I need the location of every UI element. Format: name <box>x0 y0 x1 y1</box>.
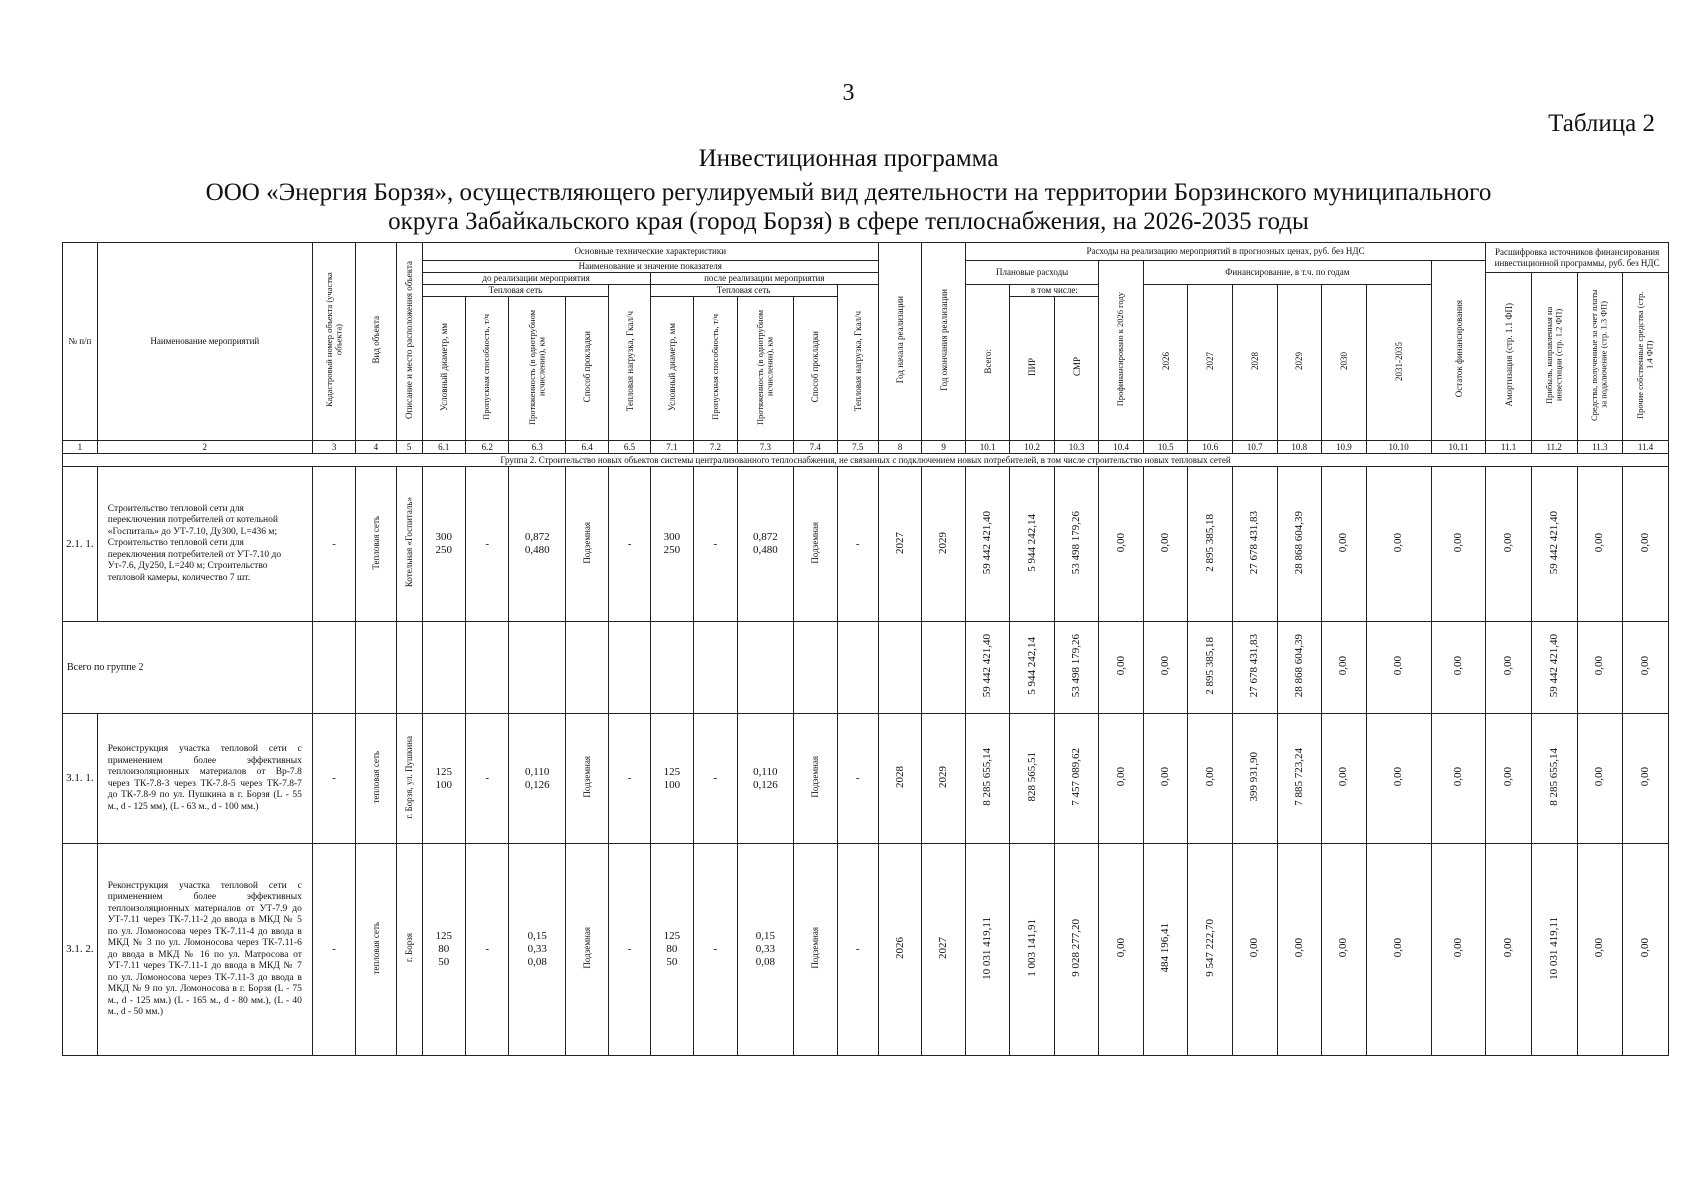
year-2030-cell: 0,00 <box>1337 767 1350 787</box>
header-laying-after: Способ прокладки <box>810 331 821 403</box>
header-src3: Средства, полученные за счет платы за подключение (стр. 1.3 ФП) <box>1589 289 1609 421</box>
src2-cell: 59 442 421,40 <box>1547 634 1560 698</box>
header-before: до реализации мероприятия <box>422 273 650 285</box>
src1-cell: 0,00 <box>1502 656 1515 676</box>
col-number: 6.4 <box>565 441 608 454</box>
pir-cell: 5 944 242,14 <box>1025 513 1038 572</box>
header-length-before: Протяженность (в однотрубном исчислении), км <box>526 309 547 425</box>
src2-cell: 10 031 419,11 <box>1547 916 1560 980</box>
col-number: 7.2 <box>694 441 737 454</box>
header-sources: Расшифровка источников финансирования инвестиционной программы, руб. без НДС <box>1486 243 1669 273</box>
col-number: 6.5 <box>609 441 650 454</box>
src1-cell: 0,00 <box>1502 532 1515 553</box>
page-number: 3 <box>842 80 855 106</box>
header-capacity-before: Пропускная способность, т/ч <box>481 314 492 420</box>
document-subtitle-line2: округа Забайкальского края (город Борзя) в сфере теплоснабжения, на 2026-2035 годы <box>388 208 1309 235</box>
capacity-after-cell: - <box>694 844 737 1056</box>
capacity-after-cell: - <box>694 467 737 622</box>
year-2028-cell: 27 678 431,83 <box>1248 634 1261 698</box>
year-2026-cell: 0,00 <box>1159 767 1172 787</box>
prefinanced-cell: 0,00 <box>1114 656 1127 676</box>
year-start-cell: 2026 <box>893 937 906 959</box>
col-number: 10.1 <box>965 441 1010 454</box>
load-before-cell: - <box>609 844 650 1056</box>
header-indicator: Наименование и значение показателя <box>422 261 878 273</box>
smr-cell: 53 498 179,26 <box>1070 634 1083 698</box>
capacity-before-cell: - <box>466 714 509 844</box>
load-before-cell: - <box>609 467 650 622</box>
total-cell: 59 442 421,40 <box>981 510 994 575</box>
row-number: 3.1. 1. <box>63 714 98 844</box>
document-subtitle-line1: ООО «Энергия Борзя», осуществляющего регулируемый вид деятельности на территории Борзинского муниципального <box>205 179 1492 206</box>
col-number: 4 <box>356 441 396 454</box>
header-cadastral: Кадастровый номер объекта (участка объекта) <box>323 272 344 408</box>
header-heat-net-before: Тепловая сеть <box>422 285 609 297</box>
header-diameter-before: Условный диаметр, мм <box>438 323 449 411</box>
year-2030-cell: 0,00 <box>1337 938 1350 958</box>
table-row <box>63 844 1669 1056</box>
header-prefinanced: Профинансировано к 2026 году <box>1115 291 1126 407</box>
year-start-cell: 2028 <box>893 766 906 788</box>
col-number: 10.9 <box>1322 441 1367 454</box>
col-number: 7.1 <box>650 441 693 454</box>
header-total: Всего: <box>982 348 993 374</box>
header-num: № п/п <box>63 243 98 441</box>
row-name: Реконструкция участка тепловой сети с применением более эффективных теплоизоляционных материалов от Вр-7.8 через ТК-7.8-3 через ТК-7.8-5 через ТК-7.8-7 до ТК-7.8-9 по ул. Пушкина в г. Борзя (L - 55 м., d - 125 мм), (L - 63 м., d - 100 мм.) <box>97 714 312 844</box>
year-2028-cell: 27 678 431,83 <box>1248 510 1261 575</box>
diameter-before-cell: 125 100 <box>422 714 465 844</box>
remainder-cell: 0,00 <box>1452 532 1464 553</box>
col-number: 10.11 <box>1431 441 1485 454</box>
src2-cell: 8 285 655,14 <box>1547 748 1560 806</box>
diameter-after-cell: 300 250 <box>650 467 693 622</box>
row-name: Строительство тепловой сети для переключения потребителей от котельной «Госпиталь» до УТ-7.10, Ду300, L=436 м; Строительство тепловой сети для переключения потребителей от УТ-7.10 до Ут-7.6, Ду250, L=240 м; Строительство тепловой камеры, количество 7 шт. <box>97 467 312 622</box>
header-load-before: Тепловая нагрузка, Гкал/ч <box>624 310 635 412</box>
src1-cell: 0,00 <box>1502 767 1515 787</box>
laying-before-cell: Подземная <box>582 521 593 564</box>
col-number: 7.5 <box>837 441 878 454</box>
table-label: Таблица 2 <box>1548 110 1655 137</box>
laying-after-cell: Подземная <box>810 927 821 969</box>
col-number: 10.2 <box>1010 441 1055 454</box>
diameter-before-cell: 300 250 <box>422 467 465 622</box>
investment-table <box>62 242 1669 1056</box>
year-2028-cell: 0,00 <box>1248 938 1261 958</box>
laying-after-cell: Подземная <box>810 756 821 798</box>
header-location: Описание и место расположения объекта <box>404 260 415 419</box>
header-tech: Основные технические характеристики <box>422 243 878 261</box>
year-2027-cell: 9 547 222,70 <box>1203 919 1216 977</box>
header-load-after: Тепловая нагрузка, Гкал/ч <box>852 310 863 412</box>
header-src1: Амортизация (стр. 1.1 ФП) <box>1503 303 1514 407</box>
year-2030-cell: 0,00 <box>1337 532 1350 553</box>
object-type-cell: тепловая сеть <box>370 921 381 975</box>
length-before-cell: 0,872 0,480 <box>509 467 565 622</box>
object-type-cell: тепловая сеть <box>370 750 381 804</box>
year-2029-cell: 28 868 604,39 <box>1292 510 1305 575</box>
col-number: 1 <box>63 441 98 454</box>
header-name: Наименование мероприятий <box>97 243 312 441</box>
header-year-2027: 2027 <box>1205 352 1216 370</box>
header-year-start: Год начала реализации <box>895 296 906 384</box>
year-2027-cell: 2 895 385,18 <box>1203 513 1216 572</box>
year-2027-cell: 0,00 <box>1203 767 1216 787</box>
col-number: 10.8 <box>1277 441 1322 454</box>
col-number: 10.3 <box>1054 441 1099 454</box>
header-remainder: Остаток финансирования <box>1453 300 1464 398</box>
capacity-before-cell: - <box>466 467 509 622</box>
header-year-2031-2035: 2031-2035 <box>1393 341 1404 381</box>
laying-after-cell: Подземная <box>810 521 821 564</box>
capacity-before-cell: - <box>466 844 509 1056</box>
year-start-cell: 2027 <box>893 531 906 554</box>
year-2029-cell: 7 885 723,24 <box>1292 748 1305 806</box>
laying-before-cell: Подземная <box>582 927 593 969</box>
header-smr: СМР <box>1071 357 1082 377</box>
year-2031-2035-cell: 0,00 <box>1392 532 1405 553</box>
header-src4: Прочие собственные средства (стр. 1.4 ФП) <box>1635 291 1655 419</box>
length-after-cell: 0,872 0,480 <box>737 467 793 622</box>
length-after-cell: 0,110 0,126 <box>737 714 793 844</box>
header-costs: Расходы на реализацию мероприятий в прогнозных ценах, руб. без НДС <box>965 243 1485 261</box>
header-src2: Прибыль, направленная на инвестиции (стр. 1.2 ФП) <box>1543 306 1564 404</box>
src4-cell: 0,00 <box>1639 656 1652 676</box>
col-number: 5 <box>396 441 422 454</box>
col-number: 8 <box>878 441 921 454</box>
col-number: 9 <box>922 441 965 454</box>
col-number: 11.3 <box>1577 441 1623 454</box>
header-year-2026: 2026 <box>1160 352 1171 370</box>
diameter-before-cell: 125 80 50 <box>422 844 465 1056</box>
row-number: 2.1. 1. <box>63 467 98 622</box>
header-year-2028: 2028 <box>1249 352 1260 370</box>
header-object-type: Вид объекта <box>370 316 381 364</box>
diameter-after-cell: 125 80 50 <box>650 844 693 1056</box>
load-after-cell: - <box>837 467 878 622</box>
location-cell: г. Борзя, ул. Пушкина <box>404 735 415 819</box>
year-2026-cell: 484 196,41 <box>1159 923 1172 973</box>
object-type-cell: Тепловая сеть <box>370 515 381 570</box>
remainder-cell: 0,00 <box>1452 656 1464 676</box>
smr-cell: 53 498 179,26 <box>1070 510 1083 575</box>
row-name: Реконструкция участка тепловой сети с применением более эффективных теплоизоляционных материалов от УТ-7.9 до УТ-7.11 через ТК-7.11-2 до ввода в МКД № 5 по ул. Ломоносова через ТК-7.11-4 до ввода в МКД № 3 по ул. Ломоносова через ТК-7.11-6 до ввода в МКД № 16 по ул. Матросова от УТ-7.11 через ТК-7.11-1 до ввода в МКД № 7 по ул. Ломоносова через ТК-7.11-3 до ввода в МКД № 9 по ул. Ломоносова в г. Борзя (L - 75 м., d - 125 мм.) (L - 165 м., d - 80 мм.), (L - 40 м., d - 50 мм.) <box>97 844 312 1056</box>
col-number: 11.1 <box>1486 441 1532 454</box>
header-year-end: Год окончания реализации <box>938 289 949 391</box>
header-laying-before: Способ прокладки <box>582 331 593 403</box>
header-heat-net-after: Тепловая сеть <box>650 285 837 297</box>
group-2-title: Группа 2. Строительство новых объектов системы централизованного теплоснабжения, не связанных с подключением новых потребителей, в том числе строительство новых тепловых сетей <box>63 454 1669 467</box>
year-2031-2035-cell: 0,00 <box>1392 656 1405 676</box>
length-after-cell: 0,15 0,33 0,08 <box>737 844 793 1056</box>
header-year-2029: 2029 <box>1294 352 1305 370</box>
year-2026-cell: 0,00 <box>1159 532 1172 553</box>
header-after: после реализации мероприятия <box>650 273 878 285</box>
load-after-cell: - <box>837 714 878 844</box>
cadastral-cell: - <box>312 844 355 1056</box>
col-number: 10.4 <box>1099 441 1144 454</box>
table-row <box>63 467 1669 622</box>
src3-cell: 0,00 <box>1593 656 1606 676</box>
row-number: 3.1. 2. <box>63 844 98 1056</box>
col-number: 2 <box>97 441 312 454</box>
col-number: 11.2 <box>1531 441 1577 454</box>
smr-cell: 7 457 089,62 <box>1070 748 1083 806</box>
col-number: 6.2 <box>466 441 509 454</box>
year-2028-cell: 399 931,90 <box>1248 752 1261 802</box>
col-number: 10.5 <box>1143 441 1188 454</box>
location-cell: г. Борзя <box>404 933 415 963</box>
src1-cell: 0,00 <box>1502 938 1515 958</box>
load-after-cell: - <box>837 844 878 1056</box>
src4-cell: 0,00 <box>1639 532 1652 553</box>
src3-cell: 0,00 <box>1593 532 1606 553</box>
pir-cell: 828 565,51 <box>1025 752 1038 802</box>
col-number: 6.3 <box>509 441 565 454</box>
col-number: 11.4 <box>1623 441 1669 454</box>
smr-cell: 9 028 277,20 <box>1070 919 1083 977</box>
header-incl: в том числе: <box>1010 285 1099 297</box>
cadastral-cell: - <box>312 714 355 844</box>
location-cell: Котельная «Госпиталь» <box>404 497 415 588</box>
total-cell: 8 285 655,14 <box>981 748 994 806</box>
col-number: 10.10 <box>1366 441 1431 454</box>
prefinanced-cell: 0,00 <box>1114 532 1127 553</box>
group-total-row <box>63 622 1669 714</box>
year-end-cell: 2027 <box>937 937 950 959</box>
year-2031-2035-cell: 0,00 <box>1392 938 1405 958</box>
src4-cell: 0,00 <box>1639 938 1652 958</box>
total-cell: 59 442 421,40 <box>981 634 994 698</box>
cadastral-cell: - <box>312 467 355 622</box>
col-number: 10.7 <box>1233 441 1278 454</box>
header-capacity-after: Пропускная способность, т/ч <box>709 314 720 420</box>
year-2027-cell: 2 895 385,18 <box>1203 637 1216 695</box>
group-total-label: Всего по группе 2 <box>63 622 313 714</box>
diameter-after-cell: 125 100 <box>650 714 693 844</box>
remainder-cell: 0,00 <box>1452 938 1464 958</box>
col-number: 7.3 <box>737 441 793 454</box>
year-2026-cell: 0,00 <box>1159 656 1172 676</box>
year-end-cell: 2029 <box>937 531 950 554</box>
pir-cell: 1 003 141,91 <box>1025 919 1038 977</box>
col-number: 3 <box>312 441 355 454</box>
year-end-cell: 2029 <box>937 766 950 788</box>
col-number: 7.4 <box>794 441 837 454</box>
document-title: Инвестиционная программа <box>698 145 999 172</box>
src3-cell: 0,00 <box>1593 938 1606 958</box>
year-2031-2035-cell: 0,00 <box>1392 767 1405 787</box>
remainder-cell: 0,00 <box>1452 767 1464 787</box>
year-2029-cell: 28 868 604,39 <box>1292 634 1305 698</box>
src2-cell: 59 442 421,40 <box>1547 510 1560 575</box>
prefinanced-cell: 0,00 <box>1114 767 1127 787</box>
col-number: 10.6 <box>1188 441 1233 454</box>
src3-cell: 0,00 <box>1593 767 1606 787</box>
year-2030-cell: 0,00 <box>1337 656 1350 676</box>
pir-cell: 5 944 242,14 <box>1025 637 1038 695</box>
header-financing: Финансирование, в т.ч. по годам <box>1143 261 1431 285</box>
header-year-2030: 2030 <box>1338 352 1349 370</box>
load-before-cell: - <box>609 714 650 844</box>
column-number-row <box>63 441 1669 454</box>
length-before-cell: 0,15 0,33 0,08 <box>509 844 565 1056</box>
prefinanced-cell: 0,00 <box>1114 938 1127 958</box>
length-before-cell: 0,110 0,126 <box>509 714 565 844</box>
table-row <box>63 714 1669 844</box>
header-pir: ПИР <box>1027 357 1038 376</box>
header-diameter-after: Условный диаметр, мм <box>666 323 677 411</box>
header-planned: Плановые расходы <box>965 261 1099 285</box>
capacity-after-cell: - <box>694 714 737 844</box>
header-length-after: Протяженность (в однотрубном исчислении), км <box>754 309 775 425</box>
col-number: 6.1 <box>422 441 465 454</box>
src4-cell: 0,00 <box>1639 767 1652 787</box>
laying-before-cell: Подземная <box>582 756 593 798</box>
total-cell: 10 031 419,11 <box>981 916 994 980</box>
year-2029-cell: 0,00 <box>1292 938 1305 958</box>
